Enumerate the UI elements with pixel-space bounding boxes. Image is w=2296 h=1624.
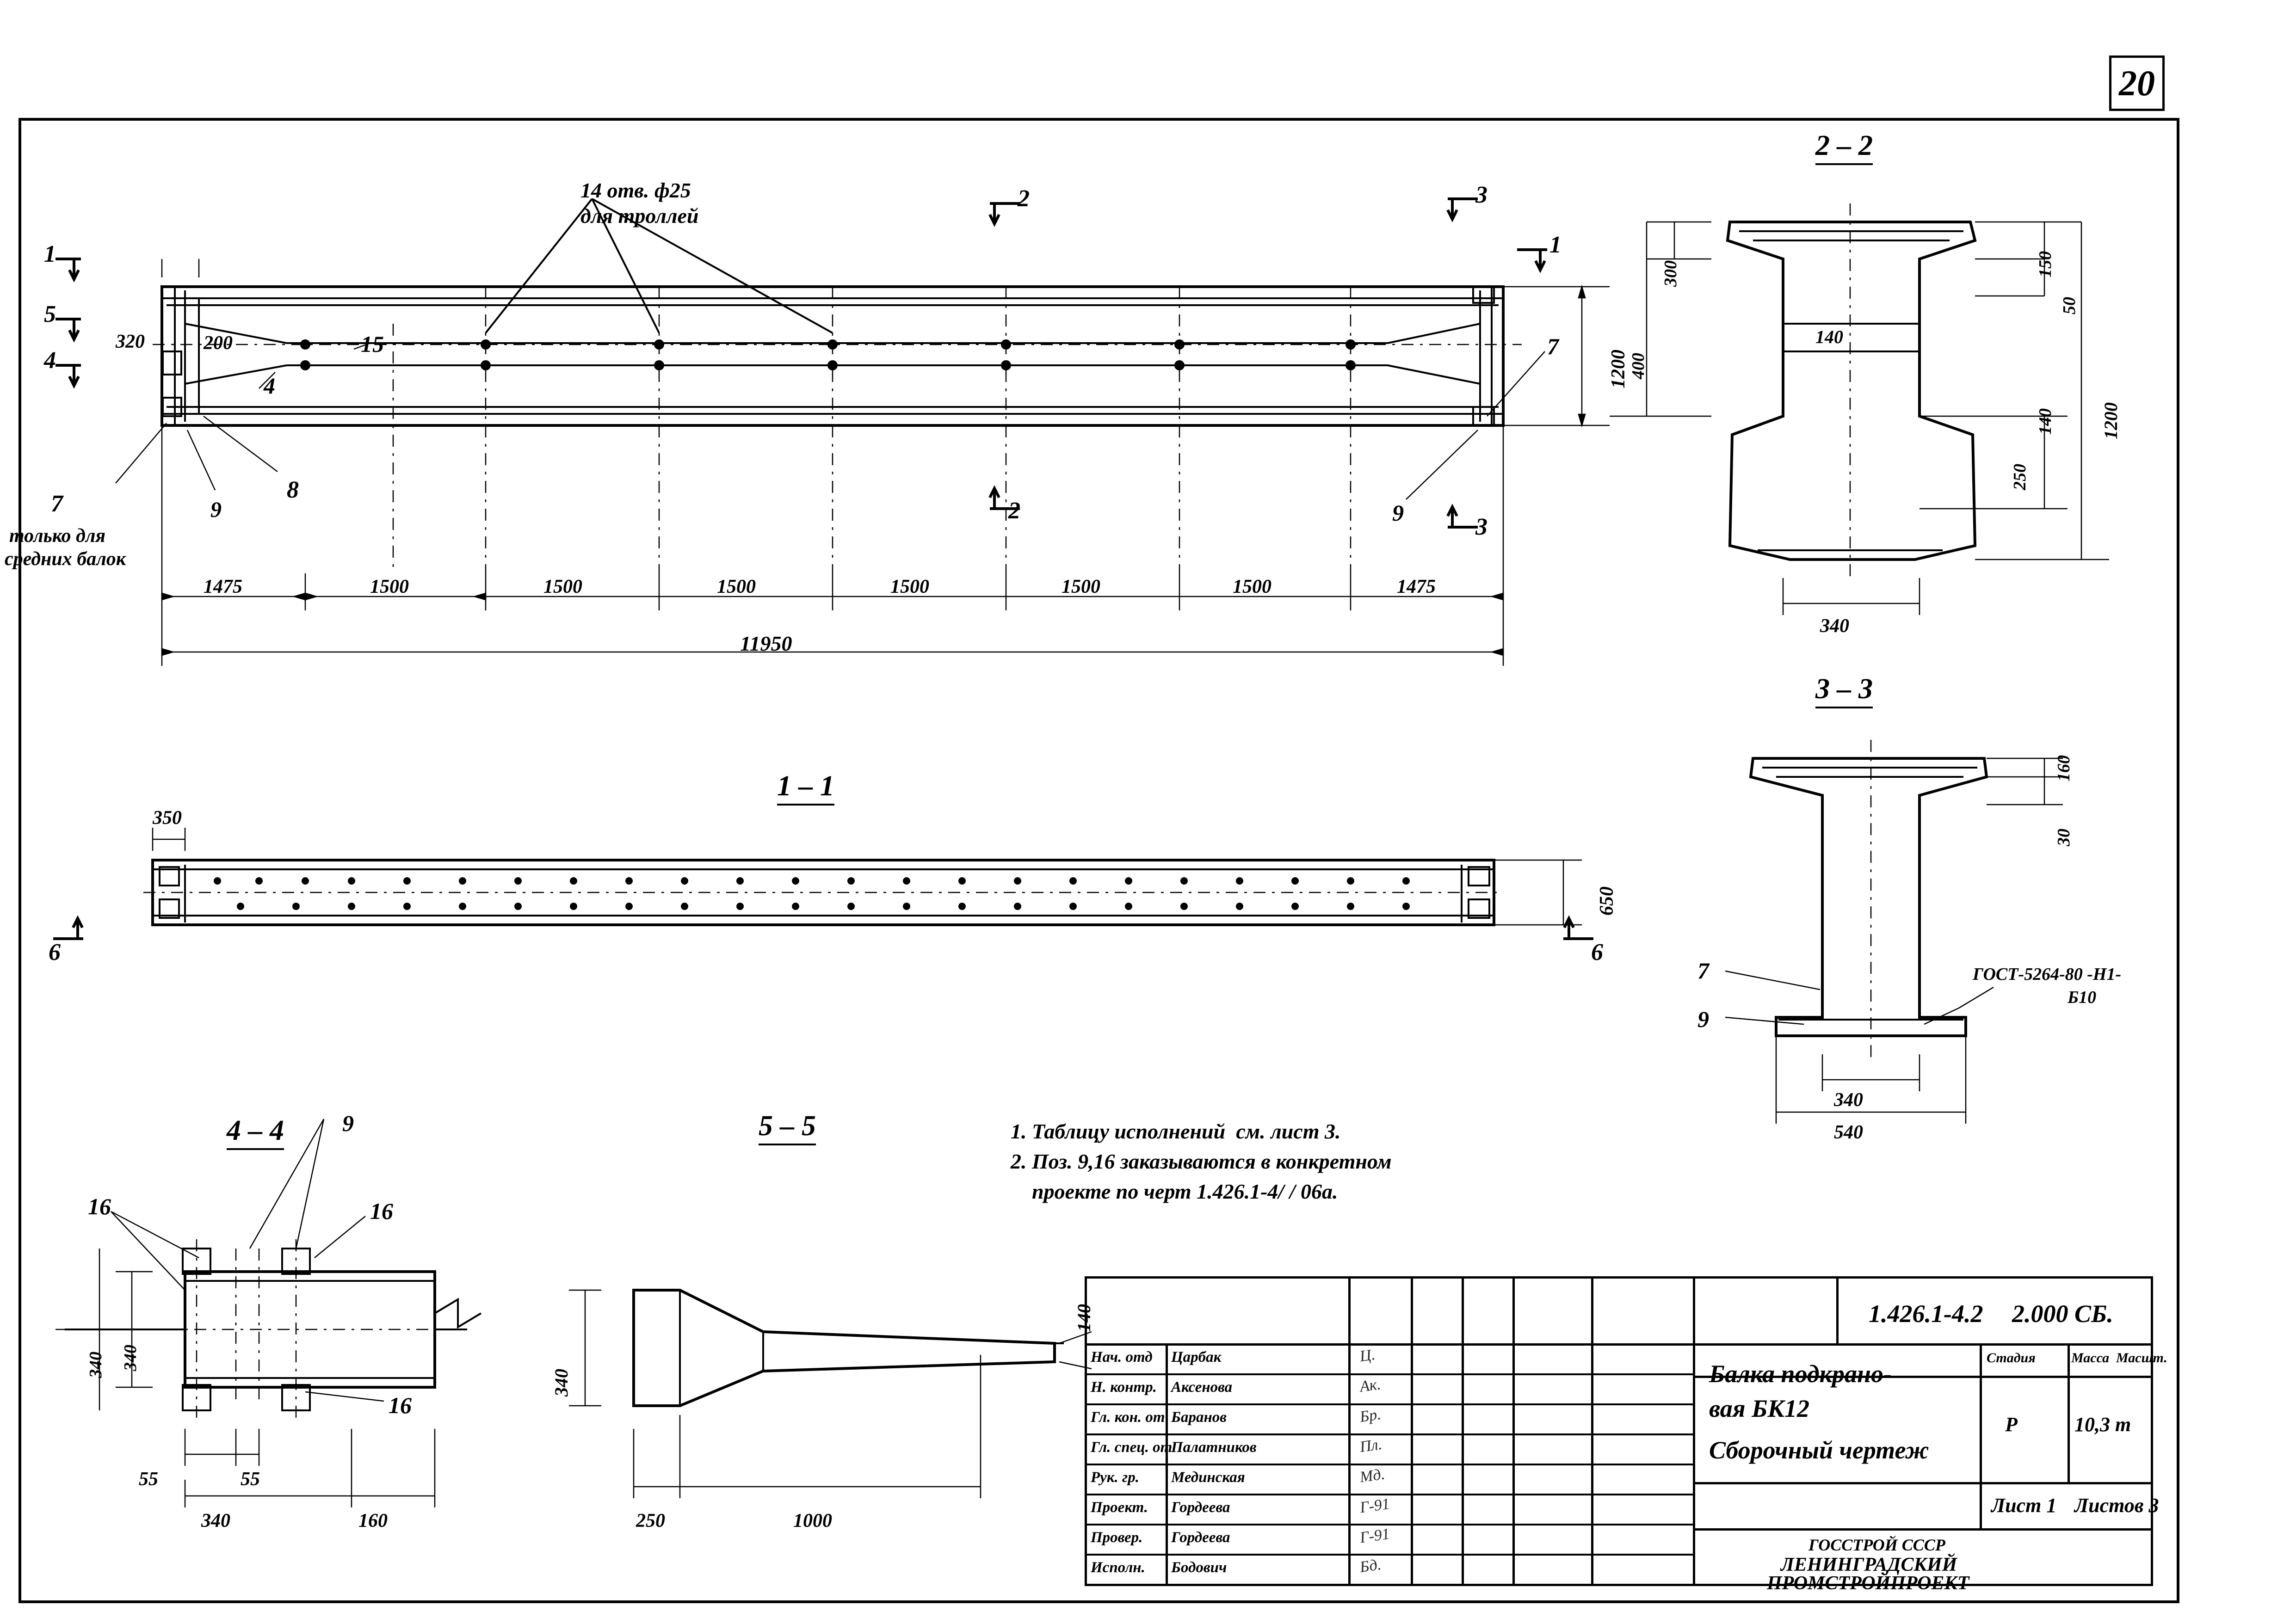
section-4-4-mark-16-bottom: 16 — [389, 1392, 412, 1418]
weld-note-2: Б10 — [2068, 988, 2097, 1007]
stamp-product-line1: Балка подкрано- — [1709, 1360, 1892, 1388]
dim-650: 650 — [1596, 886, 1617, 916]
section-mark-6-left: 6 — [49, 939, 61, 966]
stamp-name-5: Гордеева — [1171, 1499, 1230, 1516]
section-mark-3-top: 3 — [1475, 182, 1487, 208]
dim-350: 350 — [153, 807, 182, 829]
dim-2-2-340: 340 — [1820, 615, 1849, 637]
section-mark-1-left: 1 — [44, 241, 56, 267]
dim-chain-8: 1475 — [1397, 576, 1436, 597]
dim-4-4-55a: 55 — [139, 1469, 158, 1490]
stamp-role-2: Гл. кон. от — [1091, 1409, 1165, 1426]
stamp-sig-4: Мд. — [1358, 1465, 1386, 1486]
pos-mark-9-left: 9 — [210, 498, 222, 522]
stamp-name-3: Палатников — [1171, 1439, 1257, 1456]
section-mark-1-right: 1 — [1549, 232, 1562, 258]
section-mark-5-left: 5 — [44, 301, 56, 327]
stamp-sheet-code: 2.000 СБ. — [2012, 1300, 2113, 1328]
dim-2-2-250: 250 — [2010, 464, 2030, 490]
plan-callout-holes: 14 отв. ф25 — [580, 178, 691, 202]
plan-callout-holes-2: для троллей — [580, 204, 699, 228]
dim-chain-2: 1500 — [370, 576, 409, 597]
stamp-role-3: Гл. спец. от — [1091, 1439, 1173, 1456]
note-line-3: проекте по черт 1.426.1-4/ / 06а. — [1011, 1180, 1338, 1203]
dim-5-5-250: 250 — [636, 1510, 665, 1532]
stamp-sig-1: Ак. — [1358, 1376, 1382, 1396]
dim-320: 320 — [116, 331, 145, 352]
dim-2-2-140b: 140 — [2036, 408, 2055, 435]
section-mark-2-bottom: 2 — [1008, 498, 1020, 524]
section-5-5-title: 5 – 5 — [759, 1110, 816, 1143]
section-4-4-mark-16-left: 16 — [88, 1193, 111, 1219]
dim-3-3-30: 30 — [2054, 829, 2074, 846]
stamp-org-line1: ГОССТРОЙ СССР — [1808, 1536, 1945, 1554]
dim-4-4-160: 160 — [358, 1510, 388, 1532]
section-3-3-mark-9: 9 — [1697, 1006, 1709, 1032]
stamp-sheet-label: Лист 1 — [1991, 1494, 2057, 1517]
dim-4-4-340b: 340 — [121, 1345, 140, 1371]
dim-5-5-140: 140 — [1074, 1304, 1094, 1332]
stamp-sig-2: Бр. — [1358, 1406, 1382, 1426]
stamp-sig-7: Бд. — [1358, 1556, 1383, 1576]
dim-chain-4: 1500 — [717, 576, 756, 597]
pos-mark-7-left: 7 — [51, 491, 63, 517]
dim-3-3-340: 340 — [1834, 1089, 1863, 1111]
stamp-role-1: Н. контр. — [1091, 1379, 1157, 1396]
stamp-name-2: Баранов — [1171, 1409, 1227, 1426]
stamp-name-4: Мединская — [1171, 1469, 1245, 1486]
dim-2-2-300: 300 — [1661, 260, 1680, 287]
section-mark-4-left: 4 — [44, 347, 56, 374]
dim-200: 200 — [204, 332, 233, 354]
pos-mark-9-right: 9 — [1392, 500, 1404, 526]
section-4-4-mark-16-right: 16 — [370, 1198, 393, 1224]
dim-chain-3: 1500 — [543, 576, 582, 597]
weld-note: ГОСТ-5264-80 -Н1- — [1973, 965, 2122, 984]
pos-mark-8: 8 — [287, 477, 299, 503]
dim-2-2-150: 150 — [2036, 251, 2055, 277]
stamp-mass-value: 10,3 т — [2074, 1413, 2131, 1436]
section-3-3-mark-7: 7 — [1697, 958, 1709, 984]
pos-mark-7-right: 7 — [1547, 333, 1559, 359]
stamp-name-0: Царбак — [1171, 1349, 1222, 1366]
stamp-org-line2: ЛЕНИНГРАДСКИЙ — [1781, 1554, 1957, 1575]
stamp-product-line2: вая БК12 — [1709, 1395, 1810, 1422]
stamp-sig-5: Г-91 — [1358, 1495, 1391, 1517]
page-number: 20 — [2119, 63, 2155, 103]
note-only-middle-line1: только для — [9, 525, 106, 547]
dim-3-3-540: 540 — [1834, 1122, 1863, 1143]
stamp-code: 1.426.1-4.2 — [1869, 1300, 1983, 1328]
stamp-mass-label: Масса — [2071, 1350, 2110, 1366]
stamp-stage-label: Стадия — [1987, 1350, 2036, 1366]
dim-total-length: 11950 — [740, 632, 792, 655]
pos-mark-4: 4 — [264, 373, 275, 399]
pos-mark-15: 15 — [361, 331, 384, 357]
dim-2-2-1200: 1200 — [2100, 402, 2121, 439]
note-line-2: 2. Поз. 9,16 заказываются в конкретном — [1011, 1150, 1392, 1173]
stamp-org-line3: ПРОМСТРОЙПРОЕКТ — [1767, 1573, 1969, 1594]
stamp-sheets-label: Листов 3 — [2074, 1494, 2159, 1517]
section-1-1-title: 1 – 1 — [777, 770, 834, 803]
stamp-sig-6: Г-91 — [1358, 1525, 1391, 1547]
stamp-sig-0: Ц. — [1358, 1346, 1376, 1366]
dim-5-5-340: 340 — [551, 1369, 572, 1396]
stamp-sig-3: Пл. — [1358, 1435, 1383, 1456]
dim-chain-7: 1500 — [1233, 576, 1271, 597]
title-block — [1085, 1276, 2167, 1594]
stamp-name-6: Гордеева — [1171, 1529, 1230, 1546]
dim-4-4-340a: 340 — [86, 1352, 105, 1378]
dim-2-2-400: 400 — [1629, 353, 1648, 379]
dim-4-4-55b: 55 — [241, 1469, 260, 1490]
dim-5-5-1000: 1000 — [793, 1510, 832, 1532]
stamp-role-0: Нач. отд — [1091, 1349, 1153, 1366]
stamp-product-line3: Сборочный чертеж — [1709, 1436, 1929, 1464]
dim-beam-height: 1200 — [1608, 350, 1629, 388]
dim-4-4-340c: 340 — [201, 1510, 230, 1532]
section-mark-3-bottom: 3 — [1475, 514, 1487, 540]
stamp-role-6: Провер. — [1091, 1529, 1143, 1546]
section-3-3-title: 3 – 3 — [1815, 673, 1873, 706]
dim-2-2-140a: 140 — [1815, 326, 1843, 347]
dim-chain-1: 1475 — [204, 576, 242, 597]
dim-chain-6: 1500 — [1062, 576, 1100, 597]
section-4-4-mark-9: 9 — [342, 1110, 354, 1136]
section-2-2-title: 2 – 2 — [1815, 129, 1873, 162]
stamp-stage-value: Р — [2005, 1413, 2018, 1436]
dim-chain-5: 1500 — [890, 576, 929, 597]
section-mark-6-right: 6 — [1591, 939, 1603, 966]
section-4-4-title: 4 – 4 — [227, 1114, 284, 1147]
stamp-role-5: Проект. — [1091, 1499, 1148, 1516]
stamp-name-7: Бодович — [1171, 1559, 1227, 1576]
stamp-role-7: Исполн. — [1091, 1559, 1145, 1576]
stamp-scale-label: Масшт. — [2116, 1350, 2167, 1366]
dim-2-2-50: 50 — [2060, 297, 2079, 314]
note-line-1: 1. Таблицу исполнений см. лист 3. — [1011, 1120, 1341, 1143]
dim-3-3-160: 160 — [2054, 755, 2074, 781]
section-mark-2-top: 2 — [1018, 185, 1030, 212]
stamp-role-4: Рук. гр. — [1091, 1469, 1139, 1486]
note-only-middle-line2: средних балок — [5, 548, 126, 570]
stamp-name-1: Аксенова — [1171, 1379, 1233, 1396]
